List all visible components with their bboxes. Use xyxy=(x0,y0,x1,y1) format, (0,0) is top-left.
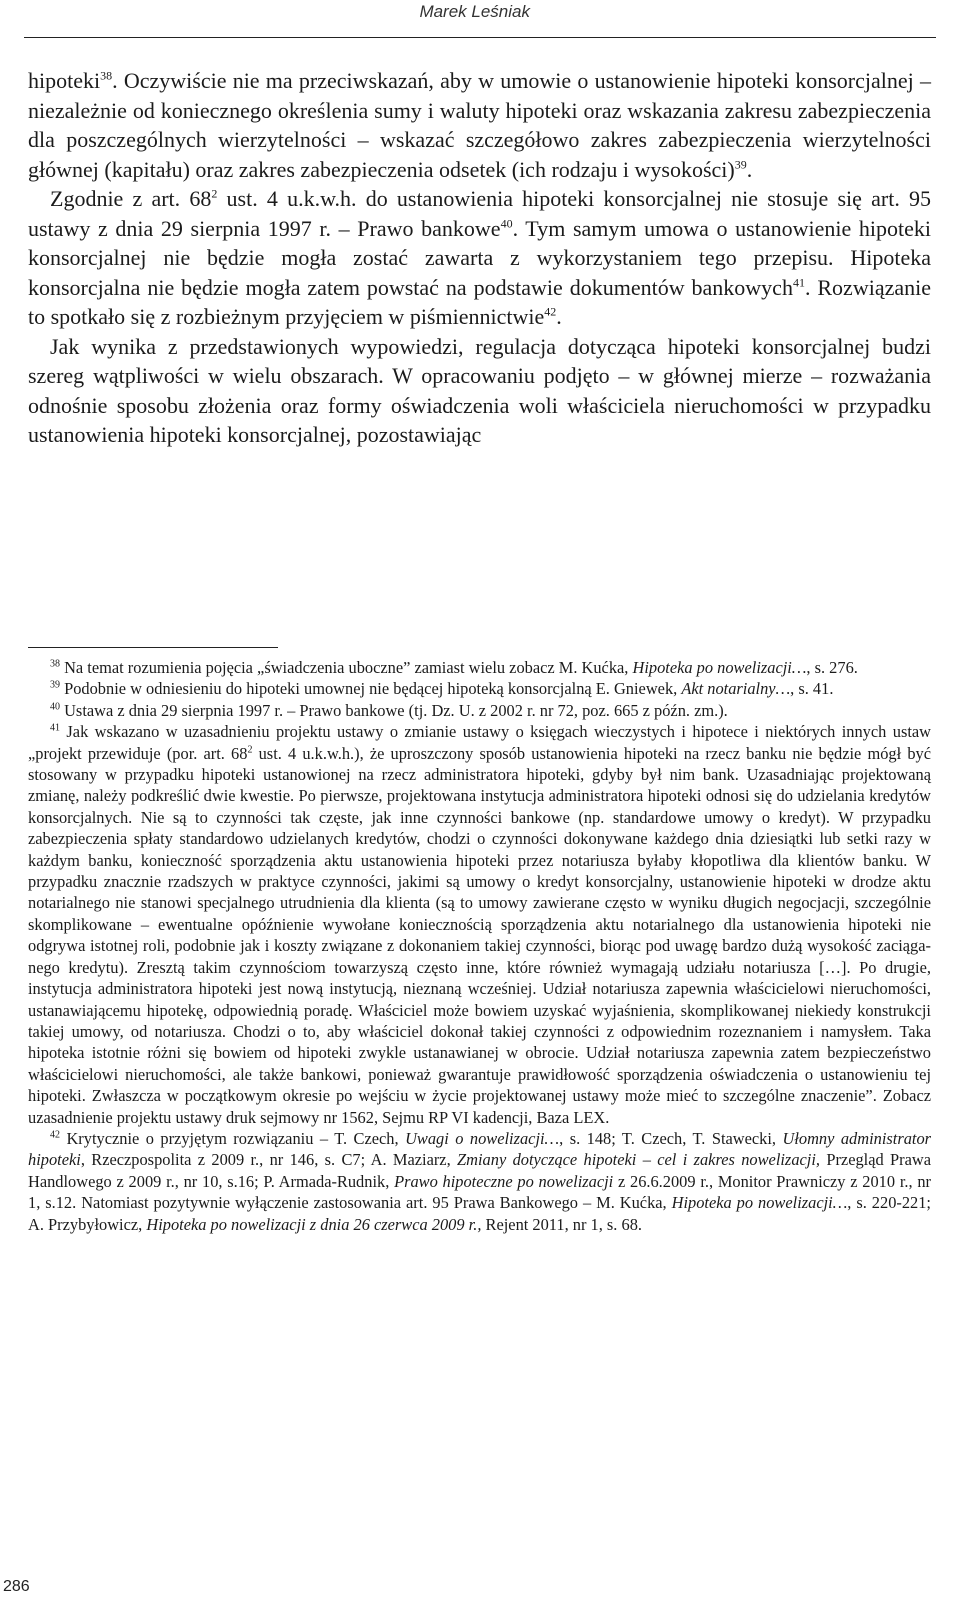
text-run: Zgodnie z art. 68 xyxy=(50,186,212,211)
text-run: Przegląd Prawa Handlowego z 2009 r., nr 10, s.16; P. Armada-Rudnik, xyxy=(28,1150,932,1191)
footnote-42 xyxy=(28,1128,931,1235)
text-run: Ustawa z dnia 29 sierpnia 1997 r. – Prawo bankowe (tj. Dz. U. z 2002 r. nr 72, poz. 665 z późn. zm.). xyxy=(60,700,728,720)
footnote-ref-39[interactable]: 39 xyxy=(734,157,747,172)
text-run: . Oczywiście nie ma przeciwskazań, aby w umowie o ustanowienie hipoteki konsorcjalnej – niezależnie od koniecznego określenia sumy i waluty hipoteki oraz wskazania zakresu zabezpieczenia dla poszczególnych wierzytelności – wskazać szczegółowo zakres zabezpieczenia wierzytelności głównej (kapitału) oraz zakres zabezpieczenia odsetek (ich rodzaju i wysokości) xyxy=(28,68,931,182)
text-run: ust. 4 u.k.w.h. do ustanowienia hipoteki konsorcjalnej nie stosuje się art. 95 ustawy z dnia 29 sierpnia 1997 r. – Prawo bankowe xyxy=(28,186,931,241)
paragraph-1 xyxy=(28,66,931,184)
text-run: Krytycznie o przyjętym rozwiązaniu – T. Czech, xyxy=(60,1128,406,1148)
footnote-number: 39 xyxy=(50,679,60,691)
footnote-number: 40 xyxy=(50,701,60,713)
italic-title: Hipoteka po nowelizacji z dnia 26 czerwca 2009 r., xyxy=(146,1214,482,1234)
page-number: 286 xyxy=(3,1578,30,1595)
running-head-author: Marek Leśniak xyxy=(419,2,530,21)
text-run: Jak wskazano w uzasadnieniu projektu ustawy o zmianie ustawy o księgach wieczystych i hipotece i niektórych innych ustaw „projekt przewiduje (por. art. 68 xyxy=(28,722,931,763)
main-text xyxy=(28,66,931,450)
text-run: , Rzeczpospolita z 2009 r., nr 146, s. C7; A. Maziarz, xyxy=(80,1150,458,1170)
text-run: Na temat rozumienia pojęcia „świadczenia uboczne” zamiast wielu zobacz M. Kućka, xyxy=(60,658,633,677)
footnote-40 xyxy=(28,700,931,721)
superscript-2: 2 xyxy=(211,186,218,201)
text-run: hipoteki xyxy=(28,68,101,93)
italic-title: Hipoteka po nowelizacji… xyxy=(632,658,807,677)
text-run: , s. 148; T. Czech, T. Stawecki, xyxy=(559,1128,783,1148)
text-run: , s. 276. xyxy=(806,658,858,677)
text-run: Podobnie w odniesieniu do hipoteki umownej nie będącej hipoteką konsorcjalną E. Gniewek, xyxy=(60,679,682,699)
footnote-38 xyxy=(28,657,931,678)
italic-title: Zmiany dotyczące hipoteki – cel i zakres nowelizacji, xyxy=(457,1150,820,1170)
italic-title: Prawo hipoteczne po nowelizacji xyxy=(394,1171,614,1191)
superscript-2: 2 xyxy=(247,744,253,756)
paragraph-2 xyxy=(28,184,931,332)
footnote-ref-41[interactable]: 41 xyxy=(792,275,805,290)
text-run: , s. 41. xyxy=(790,679,834,699)
footnote-ref-38[interactable]: 38 xyxy=(100,68,113,83)
text-run: . xyxy=(556,304,562,329)
footnote-ref-42[interactable]: 42 xyxy=(544,304,557,319)
text-run: . xyxy=(746,156,753,182)
text-run: z 26.6.2009 r., Monitor Prawniczy z 2010 r., nr 1, s.12. Natomiast pozytywnie wyłączenie zastosowania art. 95 Prawa Bankowego – M. Kućka, xyxy=(28,1171,931,1213)
italic-title: Akt notarialny… xyxy=(681,679,791,699)
text-run: , s. 220-221; A. Przybyłowicz, xyxy=(28,1193,931,1234)
text-run: ust. 4 u.k.w.h.), że uproszczony sposób ustanowienia hipoteki na rzecz banku nie będzie mógł być stosowany w przypadku hipoteki ustanowionej na rzecz administratora hipoteki, gdyby był nim bank. Uzasadniając projektowaną zmianę, należy podkreślić dwie kwestie. Po pierwsze, projektowana instytucja administratora hipoteki odnosi się do udzielania kredytów konsorcjalnych. Nie są to czynności tak częste, jak inne czynności bankowe (np. standardowe umowy o kredyt). W przypadku zabezpieczenia spłaty standardowo udzielanych kredytów, chodzi o czynności dokonywane każdego dnia dziesiątki lub setki razy w każdym banku, konieczność sporządzenia aktu ustanowienia hipoteki przez notariusza byłaby kłopotliwa dla klientów banku. W przypadku znacznie rzadszych w praktyce czynności, jakimi są umowy o kredyt konsorcjalny, ustanowienie hipoteki w drodze aktu notarialnego nie stanowi specjalnego utrudnienia dla klienta (są to umowy zawierane często w wyniku długich negocjacji, szczególnie skomplikowane – ewentualne opóźnienie wywołane koniecznością sporządzenia aktu notarialnego dla ustanowienia hipoteki nie odgrywa istotnej roli, podobnie jak i koszty związane z dokonaniem takiej czynności, biorąc pod uwagę bardzo dużą wysokość zaciąganego kredytu). Zresztą takim czynnościom towarzyszą często inne, które również wymagają udziału notariusza […]. Po drugie, instytucja administratora hipoteki jest nową instytucją, nieznaną wcześniej. Udział notariusza zapewnia właścicielowi nieruchomości, ustanawiającemu hipotekę, odpowiednią poradę. Właściciel może bowiem uzyskać wyjaśnienia, skomplikowanej niekiedy konstrukcji takiej umowy, od notariusza. Chodzi o to, aby właściciel dokonał takiej czynności z odpowiednim rozeznaniem i namysłem. Taka hipoteka istotnie różni się bowiem od hipoteki zwykle ustanawianej w obrocie. Udział notariusza zapewnia zatem bezpieczeństwo właścicielowi nieruchomości, ale także bankowi, ponieważ gwarantuje prawidłowość sporządzenia oświadczenia o ustanowieniu tej hipoteki. Zwłaszcza w początkowym okresie po wejściu w życie projektowanej ustawy może mieć to szczególne znaczenie”. Zobacz uzasadnienie projektu ustawy druk sejmowy nr 1562, Sejmu RP VI kadencji, Baza LEX. xyxy=(28,743,931,1127)
footnote-number: 42 xyxy=(50,1129,60,1141)
footnote-separator xyxy=(28,647,278,648)
text-run: . Rozwiązanie to spotkało się z rozbieżnym przyjęciem w piśmiennictwie xyxy=(28,274,931,329)
italic-title: Hipoteka po nowelizacji… xyxy=(671,1193,848,1213)
footnote-ref-40[interactable]: 40 xyxy=(500,216,513,231)
footnote-number: 38 xyxy=(50,658,60,670)
text-run: . Tym samym umowa o ustanowienie hipoteki konsorcjalnej nie będzie mogła zostać zawarta z wykorzystaniem tego przepisu. Hipoteka konsorcjalna nie będzie mogła zatem powstać na podstawie dokumentów bankowych xyxy=(28,215,931,300)
footnotes xyxy=(28,657,931,1235)
header-rule xyxy=(24,37,936,38)
italic-title: Uwagi o nowelizacji… xyxy=(405,1128,560,1148)
footnote-39 xyxy=(28,678,931,699)
paragraph-3: Jak wynika z przedstawionych wypowiedzi, regulacja dotycząca hipoteki konsorcjalnej budzi szereg wątpliwości w wielu obszarach. W opracowaniu podjęto – w głównej mierze – rozważania odnośnie sposobu złożenia oraz formy oświadczenia woli właściciela nieruchomości w przypadku ustanowienia hipoteki konsorcjalnej, pozostawiając xyxy=(28,333,931,447)
italic-title: Ułomny administrator hipoteki xyxy=(28,1128,932,1170)
text-run: Rejent 2011, nr 1, s. 68. xyxy=(481,1214,642,1234)
footnote-41 xyxy=(28,721,931,1128)
footnote-number: 41 xyxy=(50,722,60,734)
